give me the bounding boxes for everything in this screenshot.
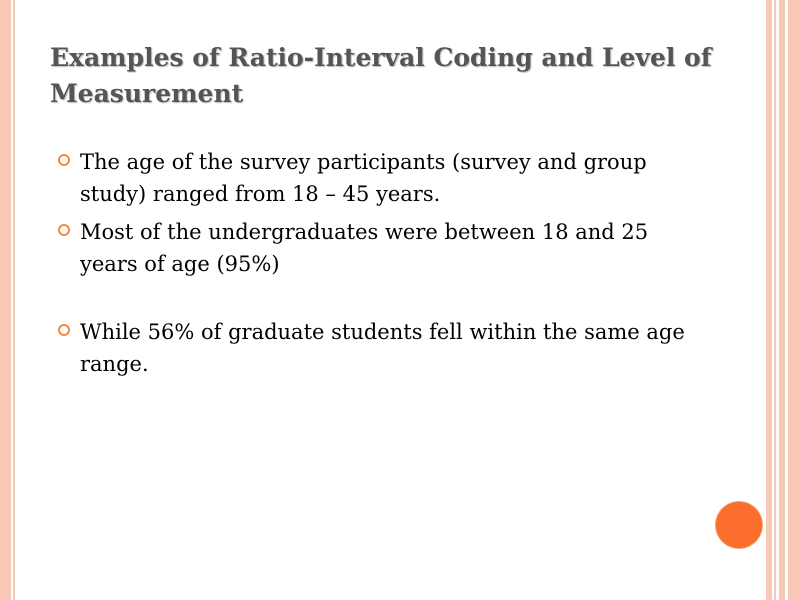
bullet-item [58, 146, 698, 210]
bullet-item [58, 216, 698, 280]
slide-title: Examples of Ratio-Interval Coding and Level of Measurement [50, 43, 712, 108]
bullet-item [58, 316, 698, 380]
hollow-circle-bullet-icon [58, 324, 70, 336]
bullet-text: The age of the survey participants (survey and group study) ranged from 18 – 45 years. [80, 150, 647, 206]
left-border-line [13, 0, 15, 600]
bullet-list [58, 146, 698, 380]
decorative-orange-circle-icon [716, 502, 762, 548]
bullet-text: Most of the undergraduates were between 18 and 25 years of age (95%) [80, 220, 649, 276]
right-border-bar-3 [788, 0, 800, 600]
right-border-bar-2 [779, 0, 785, 600]
hollow-circle-bullet-icon [58, 154, 70, 166]
bullet-text: While 56% of graduate students fell within the same age range. [80, 320, 685, 376]
right-border-bar-1 [766, 0, 772, 600]
left-border-bar [0, 0, 11, 600]
hollow-circle-bullet-icon [58, 224, 70, 236]
right-border-line [774, 0, 776, 600]
